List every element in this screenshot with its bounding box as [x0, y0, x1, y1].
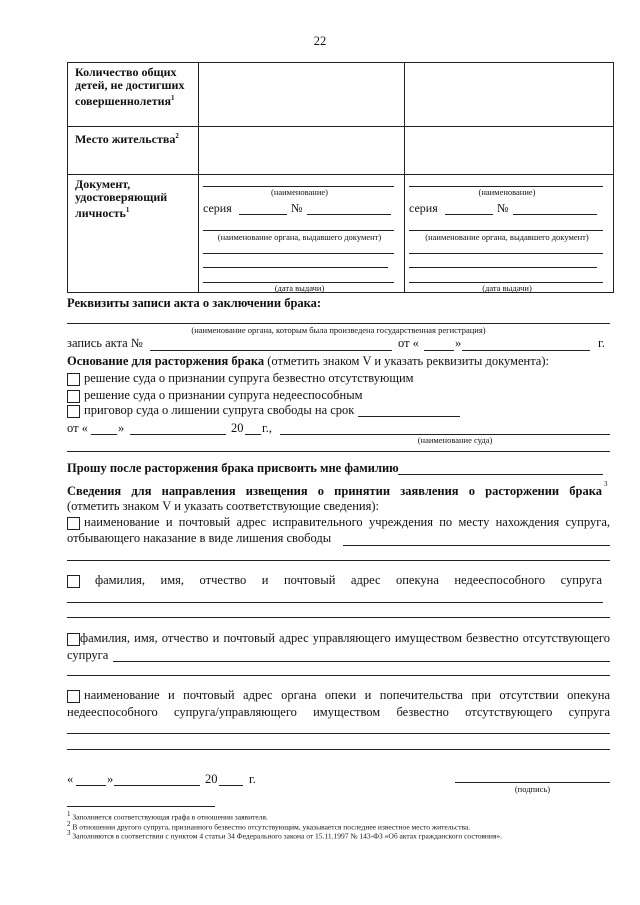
property-manager-notice-label: фамилия, имя, отчество и почтовый адрес управляющего имуществом безвестно отсутствующего — [80, 631, 610, 645]
series-label: серия — [203, 201, 232, 215]
footnote-number: 2 — [67, 820, 71, 828]
court-name-caption: (наименование суда) — [417, 435, 493, 445]
notice-heading — [67, 484, 602, 499]
court-date-open: от « — [67, 421, 88, 435]
spouse-info-table — [67, 62, 614, 293]
record-date-field[interactable] — [462, 350, 590, 351]
sign-date-close: » — [107, 772, 114, 786]
grounds-heading-note: (отметить знаком V и указать реквизиты документа): — [267, 354, 549, 368]
guardianship-body-notice-label-2: недееспособного супруга/управляющего имуществом безвестно отсутствующего супруга — [67, 705, 610, 719]
series-label: серия — [409, 201, 438, 215]
sign-year-field[interactable] — [219, 785, 243, 786]
incapacitated-spouse-checkbox[interactable] — [67, 390, 80, 403]
children-spouse2-cell[interactable] — [405, 63, 614, 127]
prison-notice-label-2: отбывающего наказание в виде лишения свободы — [67, 531, 332, 545]
sign-date-open: « — [67, 772, 74, 786]
children-label-cell — [68, 63, 199, 127]
footnote-number: 3 — [67, 829, 71, 837]
court-day-field[interactable] — [91, 434, 117, 435]
sign-month-field[interactable] — [114, 785, 200, 786]
court-name-field-2[interactable] — [67, 451, 610, 452]
record-year-suffix: г. — [598, 336, 605, 350]
residence-spouse2-cell[interactable] — [405, 127, 614, 175]
court-year-field[interactable] — [245, 434, 261, 435]
number-label: № — [291, 201, 303, 215]
registrar-caption: (наименование органа, которым была произведена государственная регистрация) — [191, 325, 486, 335]
missing-spouse-checkbox[interactable] — [67, 373, 80, 386]
signature-caption: (подпись) — [514, 784, 551, 794]
record-day-field[interactable] — [424, 350, 454, 351]
prison-notice-field-2[interactable] — [67, 560, 610, 561]
footnote-3 — [67, 829, 612, 841]
page-number: 22 — [313, 34, 327, 48]
residence-label-cell — [68, 127, 199, 175]
footnote-number: 1 — [67, 810, 71, 818]
guardianship-body-notice-checkbox[interactable] — [67, 690, 80, 703]
residence-label: Место жительства — [75, 132, 176, 146]
imprisoned-spouse-checkbox[interactable] — [67, 405, 80, 418]
guardian-notice-checkbox[interactable] — [67, 575, 80, 588]
footnote-text: Заполняются в соответствии с пунктом 4 статьи 34 Федерального закона от 15.11.1997 № 143-ФЗ «Об актах гражданского состояния». — [72, 831, 503, 841]
footnote-ref: 1 — [125, 206, 130, 214]
missing-spouse-label: решение суда о признании супруга безвестно отсутствующим — [84, 371, 414, 385]
issue-date-caption: (дата выдачи) — [482, 283, 532, 293]
prison-notice-field[interactable] — [343, 545, 610, 546]
id-document-spouse2-cell[interactable] — [405, 175, 614, 293]
footnote-text: В отношении другого супруга, признанного безвестно отсутствующим, указывается последнее известное место жительства. — [72, 822, 471, 832]
children-label: Количество общих детей, не достигших совершеннолетия — [75, 65, 185, 108]
footnote-ref: 1 — [171, 94, 175, 102]
notice-heading-text: Сведения для направления извещения о принятии заявления о расторжении брака — [67, 484, 602, 498]
record-number-label: запись акта № — [67, 336, 143, 350]
footnote-divider — [67, 806, 215, 807]
sentence-term-field[interactable] — [358, 416, 460, 417]
court-year-suffix: г., — [262, 421, 272, 435]
record-date-open: от « — [398, 336, 419, 350]
surname-field[interactable] — [398, 474, 603, 475]
footnote-ref: 3 — [604, 480, 608, 488]
property-manager-notice-checkbox[interactable] — [67, 633, 80, 646]
grounds-heading — [67, 354, 549, 369]
court-year-prefix: 20 — [231, 421, 244, 435]
doc-name-caption: (наименование) — [270, 187, 329, 197]
record-number-field[interactable] — [150, 350, 392, 351]
incapacitated-spouse-label: решение суда о признании супруга недееспособным — [84, 388, 363, 402]
sign-year-prefix: 20 — [205, 772, 218, 786]
imprisoned-spouse-label: приговор суда о лишении супруга свободы на срок — [84, 403, 355, 417]
issuer-caption: (наименование органа, выдавшего документ) — [217, 232, 382, 242]
id-document-label-cell — [68, 175, 199, 293]
notice-subheading: (отметить знаком V и указать соответствующие сведения): — [67, 499, 379, 513]
guardian-notice-label: фамилия, имя, отчество и почтовый адрес опекуна недееспособного супруга — [95, 573, 602, 587]
guardian-notice-field[interactable] — [67, 602, 603, 603]
sign-day-field[interactable] — [76, 785, 106, 786]
guardian-notice-field-2[interactable] — [67, 617, 610, 618]
footnote-ref: 2 — [175, 132, 179, 140]
doc-name-caption: (наименование) — [478, 187, 536, 197]
surname-request-label: Прошу после расторжения брака присвоить мне фамилию — [67, 461, 399, 475]
prison-notice-checkbox[interactable] — [67, 517, 80, 530]
property-manager-notice-field[interactable] — [113, 661, 610, 662]
issue-date-caption: (дата выдачи) — [274, 283, 325, 293]
property-manager-notice-field-2[interactable] — [67, 675, 610, 676]
id-document-label: Документ, удостоверяющий личность — [75, 177, 168, 220]
guardianship-body-notice-field[interactable] — [67, 733, 610, 734]
property-manager-notice-label-2: супруга — [67, 648, 109, 662]
registrar-field[interactable] — [67, 323, 610, 324]
court-date-close: » — [118, 421, 125, 435]
id-document-spouse1-cell[interactable] — [199, 175, 405, 293]
children-spouse1-cell[interactable] — [199, 63, 405, 127]
number-label: № — [497, 201, 509, 215]
guardianship-body-notice-field-2[interactable] — [67, 749, 610, 750]
prison-notice-label: наименование и почтовый адрес исправительного учреждения по месту нахождения супруга, — [84, 515, 610, 529]
issuer-caption: (наименование органа, выдавшего документ) — [425, 232, 589, 242]
footnote-text: Заполняется соответствующая графа в отношении заявителя. — [72, 812, 268, 822]
grounds-heading-bold: Основание для расторжения брака — [67, 354, 265, 368]
court-month-field[interactable] — [130, 434, 226, 435]
marriage-record-heading: Реквизиты записи акта о заключении брака: — [67, 296, 322, 310]
signature-field[interactable] — [455, 782, 610, 783]
record-date-close: » — [455, 336, 462, 350]
residence-spouse1-cell[interactable] — [199, 127, 405, 175]
guardianship-body-notice-label: наименование и почтовый адрес органа опеки и попечительства при отсутствии опекуна — [84, 688, 610, 702]
sign-year-suffix: г. — [249, 772, 256, 786]
